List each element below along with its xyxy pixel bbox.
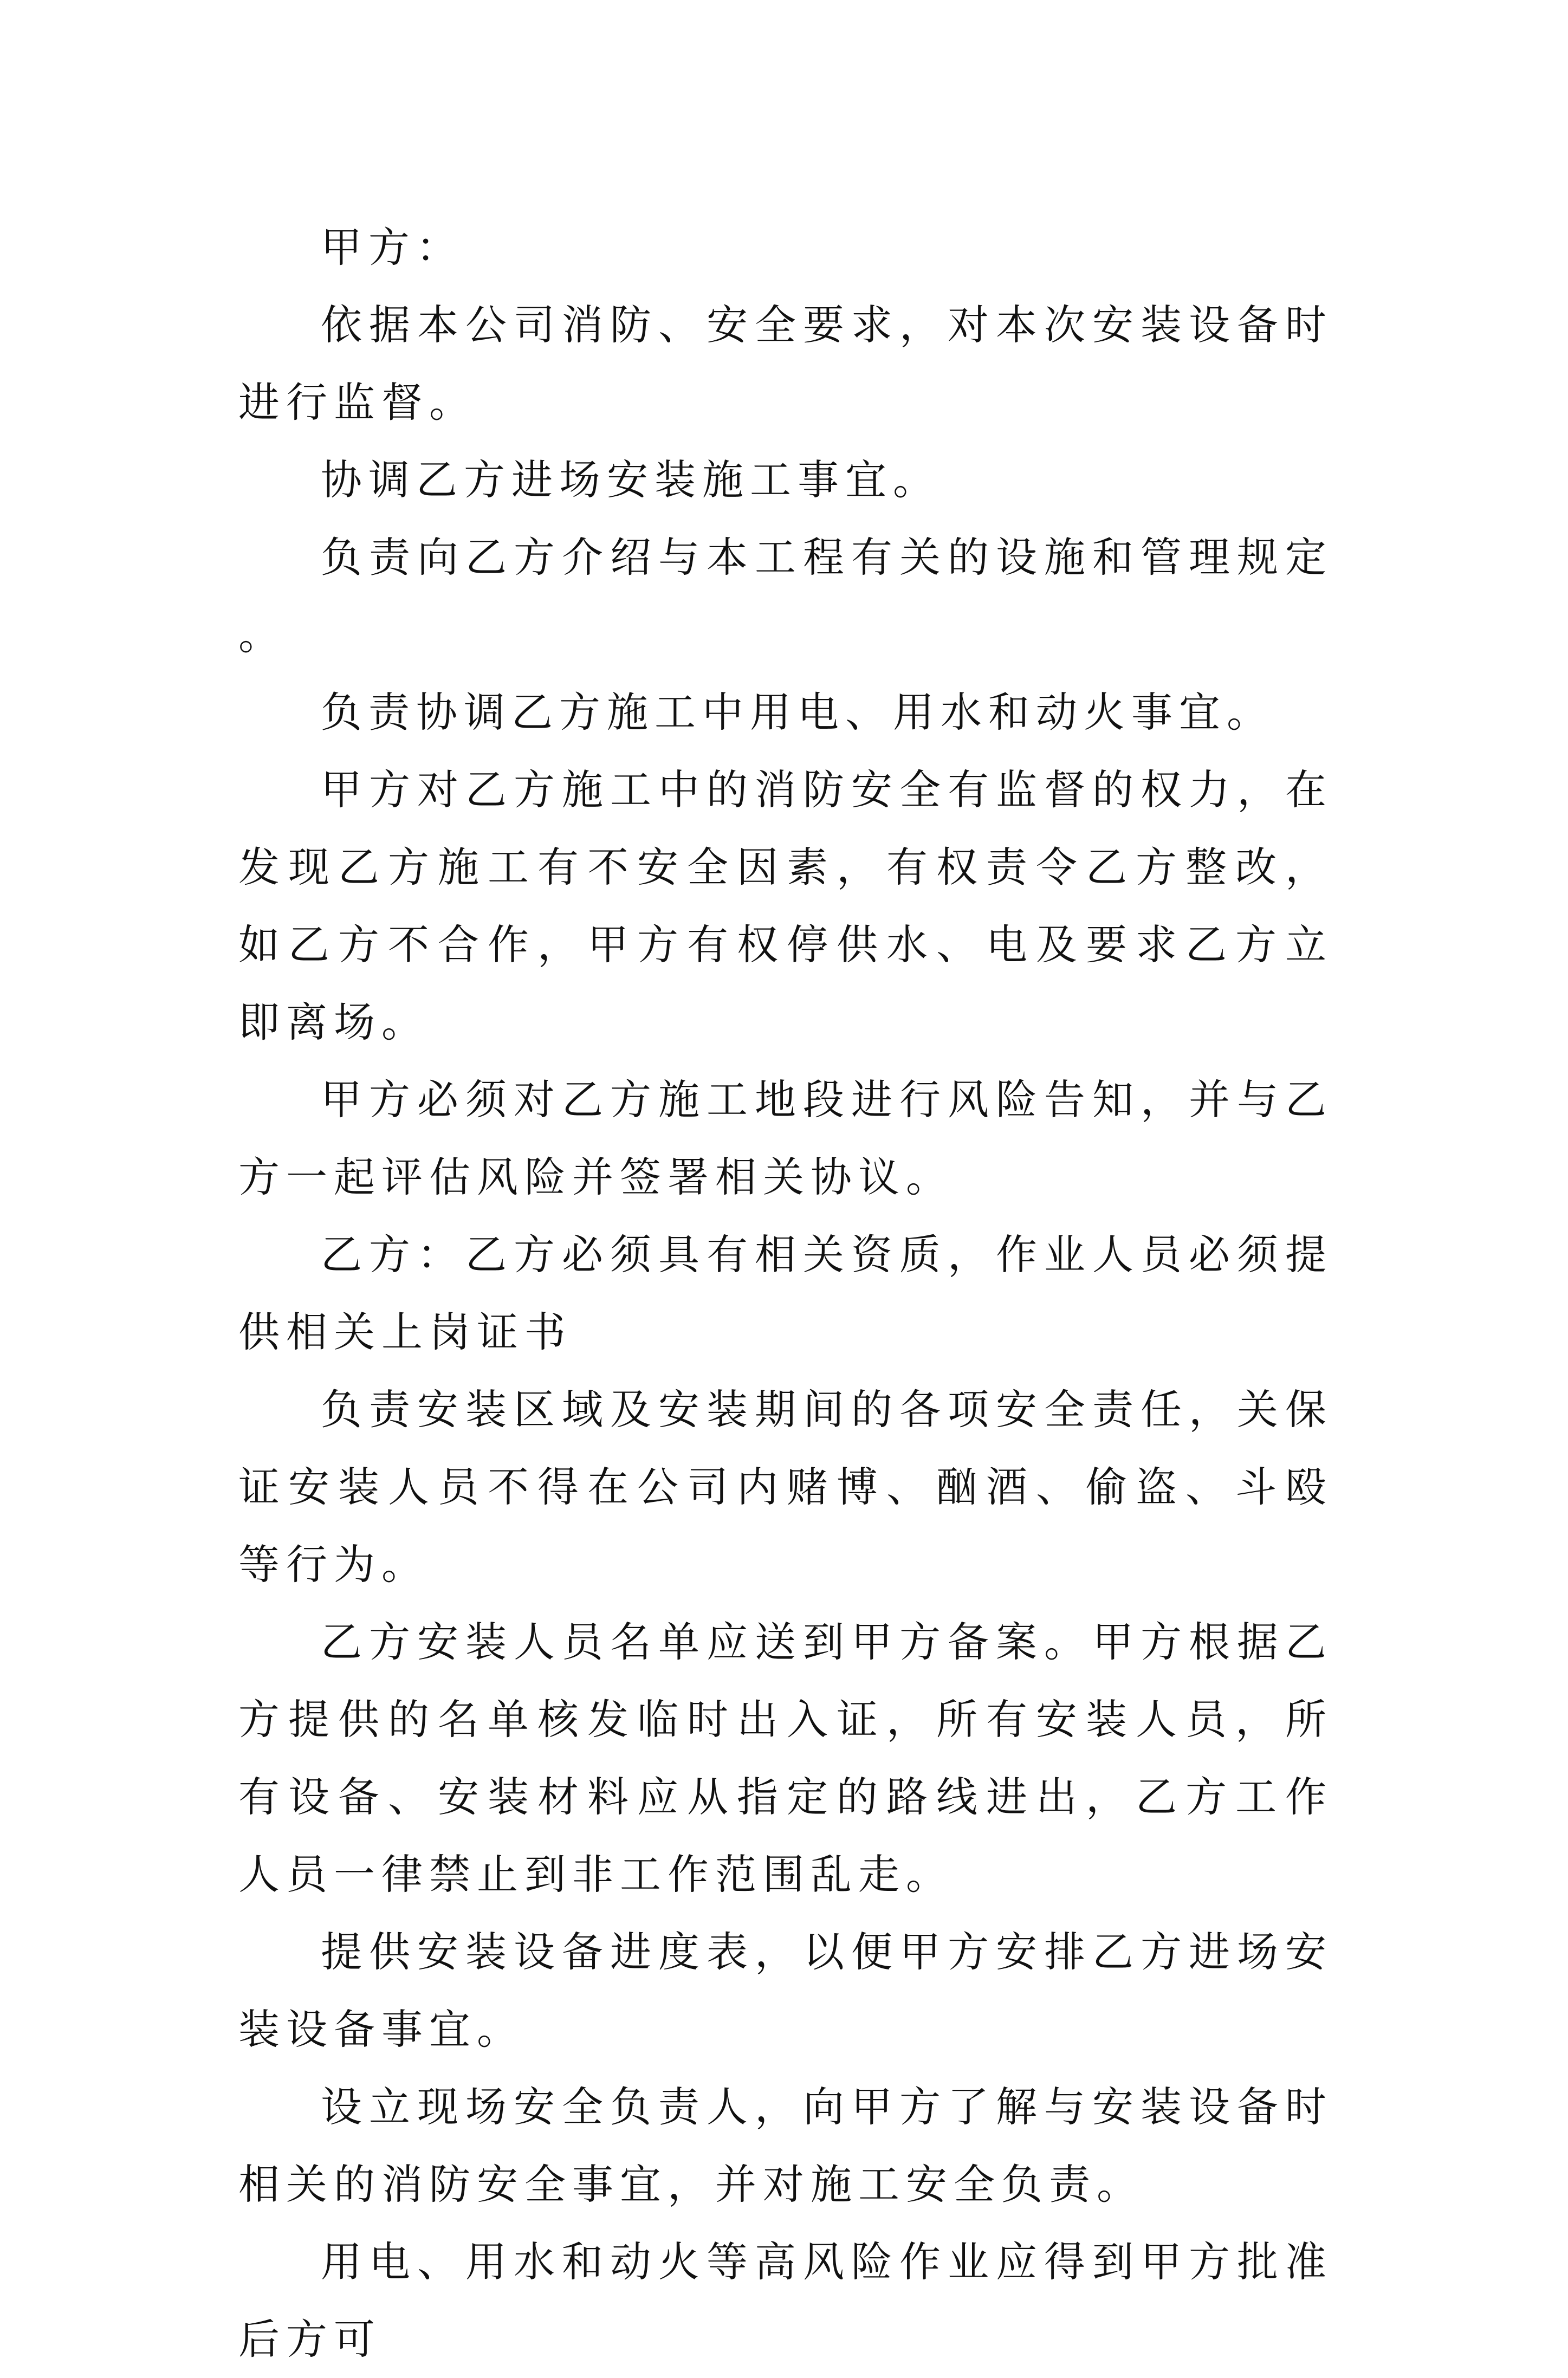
paragraph: 设立现场安全负责人，向甲方了解与安装设备时相关的消防安全事宜，并对施工安全负责。 (238, 2083, 1333, 2208)
paragraph-party-b-heading: 乙方：乙方必须具有相关资质，作业人员必须提供相关上岗证书 (238, 1230, 1333, 1356)
paragraph: 负责协调乙方施工中用电、用水和动火事宜。 (321, 688, 1274, 736)
paragraph: 提供安装设备进度表，以便甲方安排乙方进场安装设备事宜。 (238, 1928, 1333, 2053)
paragraph: 负责安装区域及安装期间的各项安全责任，关保证安装人员不得在公司内赌博、酗酒、偷盗、斗殴等行为。 (238, 1385, 1333, 1589)
document-body (238, 209, 1333, 2378)
paragraph: 甲方对乙方施工中的消防安全有监督的权力，在发现乙方施工有不安全因素，有权责令乙方整改，如乙方不合作，甲方有权停供水、电及要求乙方立即离场。 (238, 766, 1333, 1046)
paragraph: 负责向乙方介绍与本工程有关的设施和管理规定。 (238, 533, 1333, 659)
paragraph: 乙方安装人员名单应送到甲方备案。甲方根据乙方提供的名单核发临时出入证，所有安装人员，所有设备、安装材料应从指定的路线进出，乙方工作人员一律禁止到非工作范围乱走。 (238, 1618, 1333, 1898)
paragraph: 用电、用水和动火等高风险作业应得到甲方批准后方可 (238, 2238, 1333, 2363)
paragraph: 协调乙方进场安装施工事宜。 (321, 456, 941, 504)
paragraph: 依据本公司消防、安全要求，对本次安装设备时进行监督。 (238, 301, 1333, 426)
paragraph: 甲方必须对乙方施工地段进行风险告知，并与乙方一起评估风险并签署相关协议。 (238, 1075, 1333, 1201)
paragraph-party-a-heading: 甲方： (321, 223, 464, 271)
